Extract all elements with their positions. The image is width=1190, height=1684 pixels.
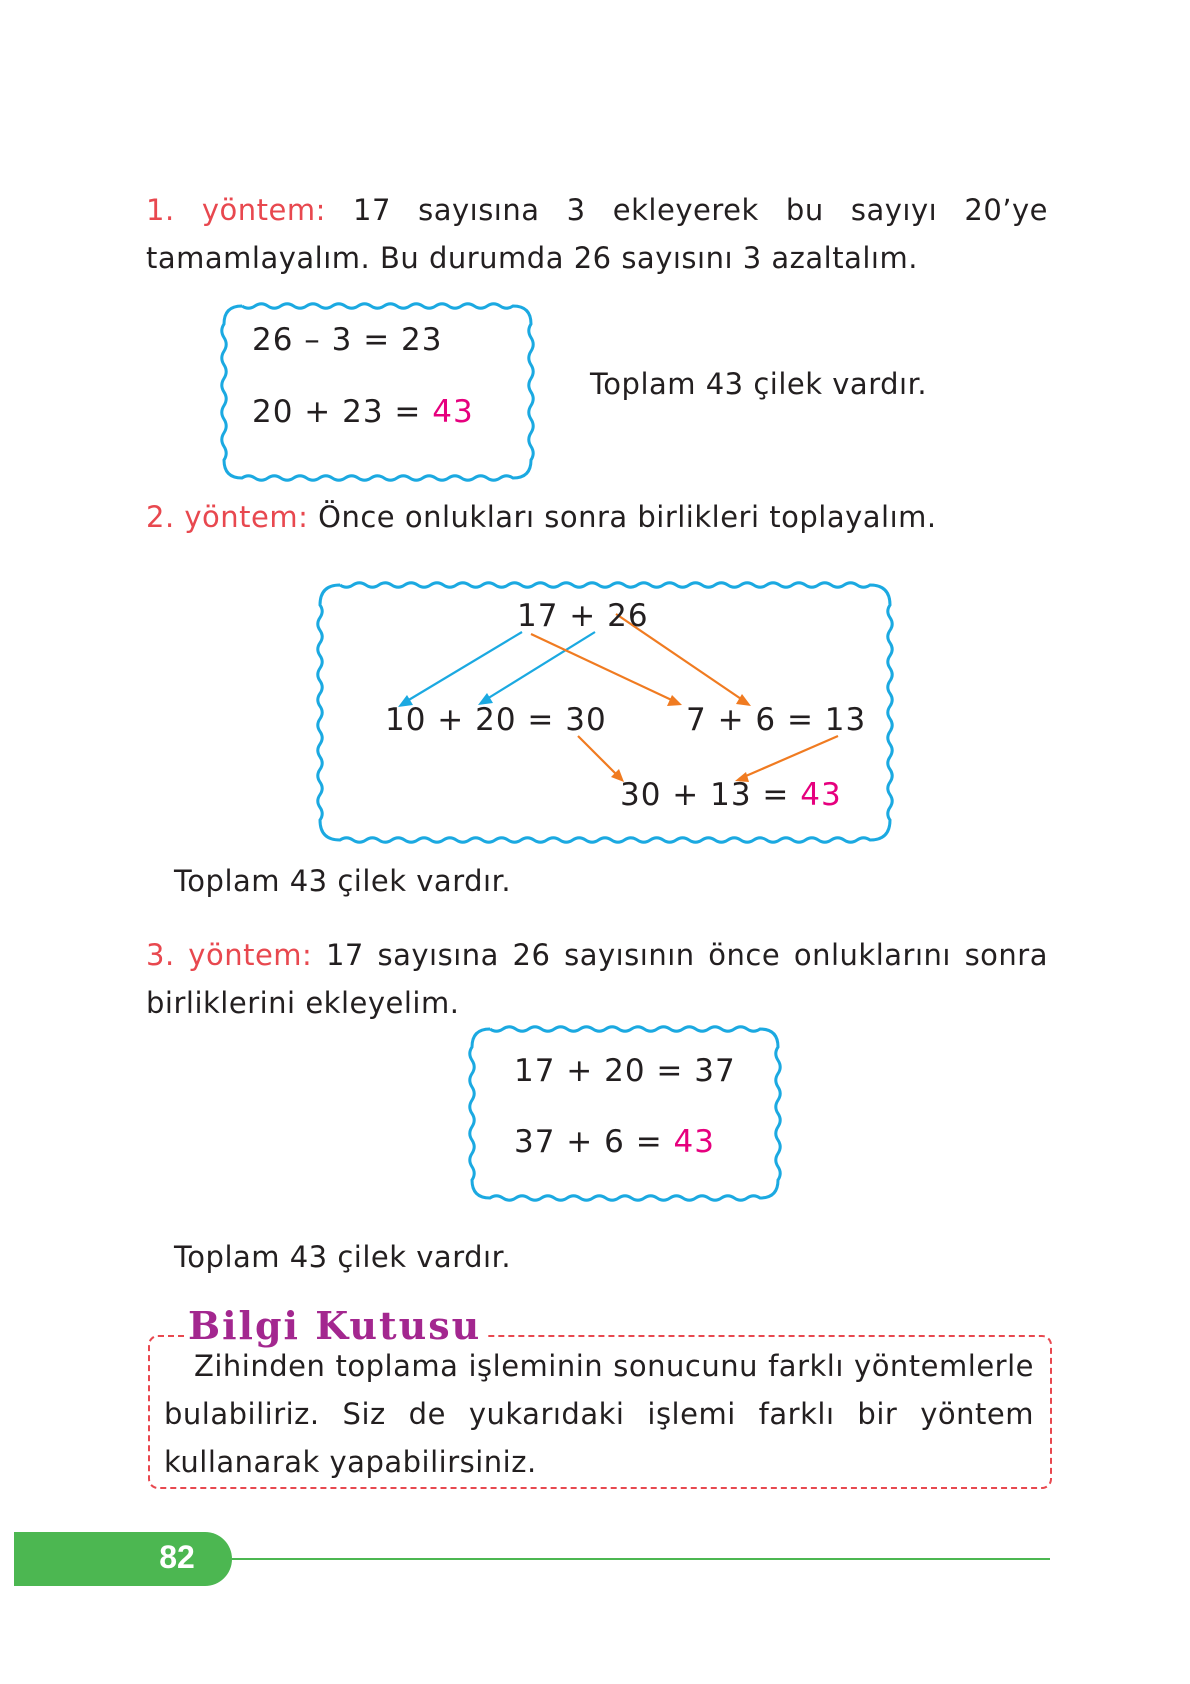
method2-result: 43 <box>800 777 842 813</box>
arrow-orange-3 <box>578 736 621 779</box>
method2-top: 17 + 26 <box>517 598 649 634</box>
method3-eq1: 17 + 20 = 37 <box>514 1053 736 1089</box>
method2-text: Önce onlukları sonra birlikleri toplayalım. <box>308 500 937 534</box>
method1-text: 17 sayısına 3 ekleyerek bu sayıyı 20’ye tamamlayalım. Bu durumda 26 sayısını 3 azaltalım. <box>146 193 1048 275</box>
method3-label: 3. yöntem: <box>146 938 313 972</box>
method2-ones: 7 + 6 = 13 <box>686 702 867 738</box>
method3-result: 43 <box>673 1124 715 1160</box>
method3-eq2: 37 + 6 = 43 <box>514 1124 715 1160</box>
method1-eq2: 20 + 23 = 43 <box>252 394 474 430</box>
method2-conclusion: Toplam 43 çilek vardır. <box>174 864 512 898</box>
page-number: 82 <box>159 1539 195 1575</box>
method3-paragraph <box>146 931 1048 1027</box>
page-rule <box>232 1558 1050 1560</box>
arrow-blue-1 <box>402 632 522 704</box>
method2-tens: 10 + 20 = 30 <box>385 702 607 738</box>
method2-label: 2. yöntem: <box>146 500 309 534</box>
method1-result: 43 <box>432 394 474 430</box>
method1-label: 1. yöntem: <box>146 193 326 227</box>
arrow-blue-2 <box>482 632 595 702</box>
method3-conclusion: Toplam 43 çilek vardır. <box>174 1240 512 1274</box>
method2-final: 30 + 13 = 43 <box>620 777 842 813</box>
method2-paragraph <box>146 493 1048 541</box>
info-box-text: Zihinden toplama işleminin sonucunu farklı yöntemlerle bulabiliriz. Siz de yukarıdaki işlemi farklı bir yöntem kullanarak yapabilirsiniz. <box>164 1349 1034 1479</box>
info-box-title: Bilgi Kutusu <box>188 1303 487 1348</box>
arrow-orange-1 <box>531 634 678 703</box>
method1-eq1: 26 – 3 = 23 <box>252 322 443 358</box>
method1-conclusion: Toplam 43 çilek vardır. <box>590 367 928 401</box>
method3-text: 17 sayısına 26 sayısının önce onluklarını sonra birliklerini ekleyelim. <box>146 938 1049 1020</box>
arrow-orange-4 <box>739 736 838 779</box>
method2-arrows <box>398 614 838 782</box>
